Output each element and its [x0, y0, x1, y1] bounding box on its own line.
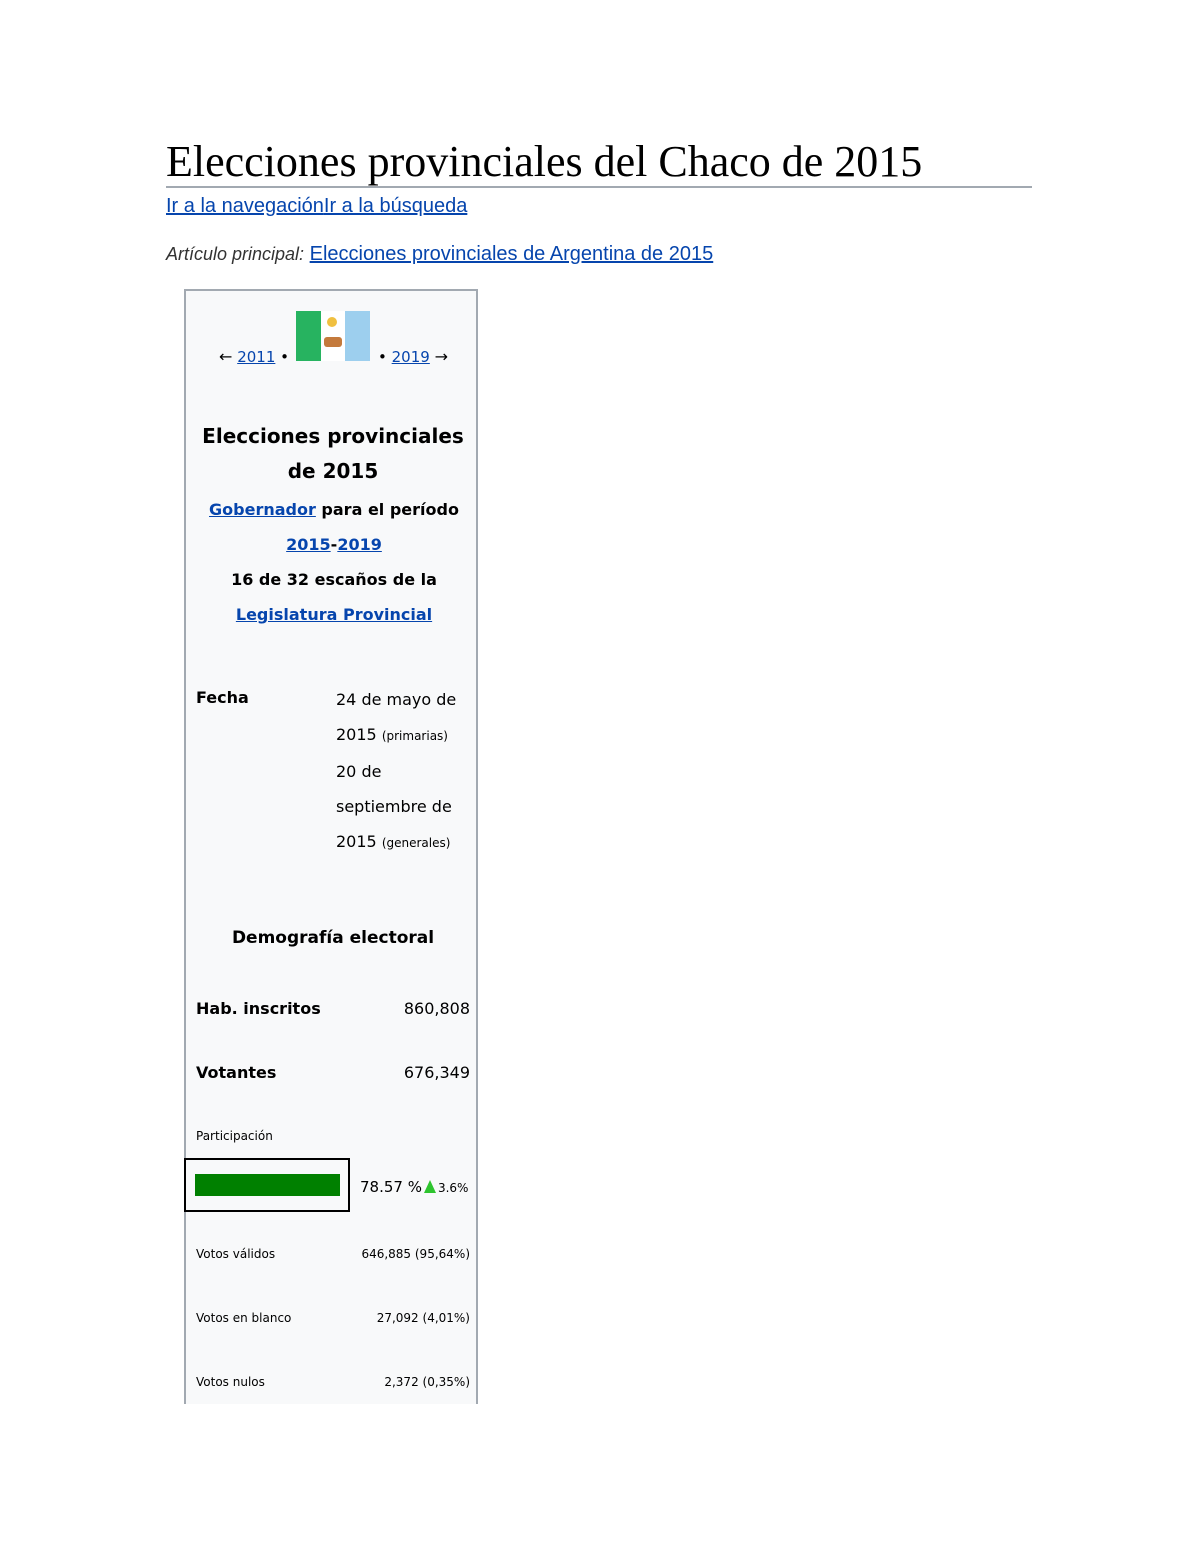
skip-to-navigation-link[interactable]: Ir a la navegación [166, 195, 324, 217]
participacion-value: 78.57 % 3.6% [360, 1178, 469, 1196]
fecha-value: 24 de mayo de 2015 (primarias) 20 de septiembre de 2015 (generales) [336, 690, 457, 851]
previous-election-link[interactable]: 2011 [237, 348, 276, 366]
increase-arrow-icon [424, 1180, 436, 1193]
votos-blanco-row: Votos en blanco 27,092 (4,01%) [196, 1311, 470, 1325]
right-arrow-icon: → [434, 347, 449, 366]
main-article-link[interactable]: Elecciones provinciales de Argentina de 2015 [309, 243, 714, 265]
main-article-note [166, 243, 713, 266]
governor-link[interactable]: Gobernador [209, 500, 316, 519]
sun-icon [327, 317, 337, 327]
next-election [378, 347, 448, 366]
skip-to-search-link[interactable]: Ir a la búsqueda [323, 195, 468, 217]
election-navigation [186, 311, 480, 366]
legislature-link[interactable]: Legislatura Provincial [235, 605, 433, 624]
election-infobox [184, 289, 478, 1404]
skip-links [166, 195, 467, 218]
infobox-title: Elecciones provinciales de 2015 [202, 424, 464, 483]
next-election-link[interactable]: 2019 [391, 348, 430, 366]
left-arrow-icon: ← [219, 347, 233, 366]
previous-election [219, 347, 289, 366]
fecha-label: Fecha [196, 688, 249, 707]
inscritos-row: Hab. inscritos 860,808 [196, 999, 470, 1018]
seats-text: 16 de 32 escaños de la [231, 570, 437, 589]
page-title: Elecciones provinciales del Chaco de 2015 [166, 138, 1032, 188]
main-article-label: Artículo principal: [166, 244, 305, 264]
bullet-separator: • [378, 348, 387, 366]
infobox-subtitle: Gobernador para el período 2015-2019 16 de 32 escaños de la Legislatura Provincial [209, 500, 459, 624]
participacion-bar [184, 1158, 350, 1212]
emblem-icon [324, 337, 342, 347]
bullet-separator: • [280, 348, 290, 366]
demografia-title: Demografía electoral [231, 928, 435, 948]
period-start-link[interactable]: 2015 [286, 535, 331, 554]
period-end-link[interactable]: 2019 [337, 535, 382, 554]
votantes-row: Votantes 676,349 [196, 1063, 470, 1082]
votos-validos-row: Votos válidos 646,885 (95,64%) [196, 1247, 470, 1261]
participacion-label: Participación [196, 1129, 273, 1143]
chaco-flag-image [296, 311, 370, 361]
participacion-bar-fill [195, 1174, 340, 1196]
votos-nulos-row: Votos nulos 2,372 (0,35%) [196, 1375, 470, 1389]
